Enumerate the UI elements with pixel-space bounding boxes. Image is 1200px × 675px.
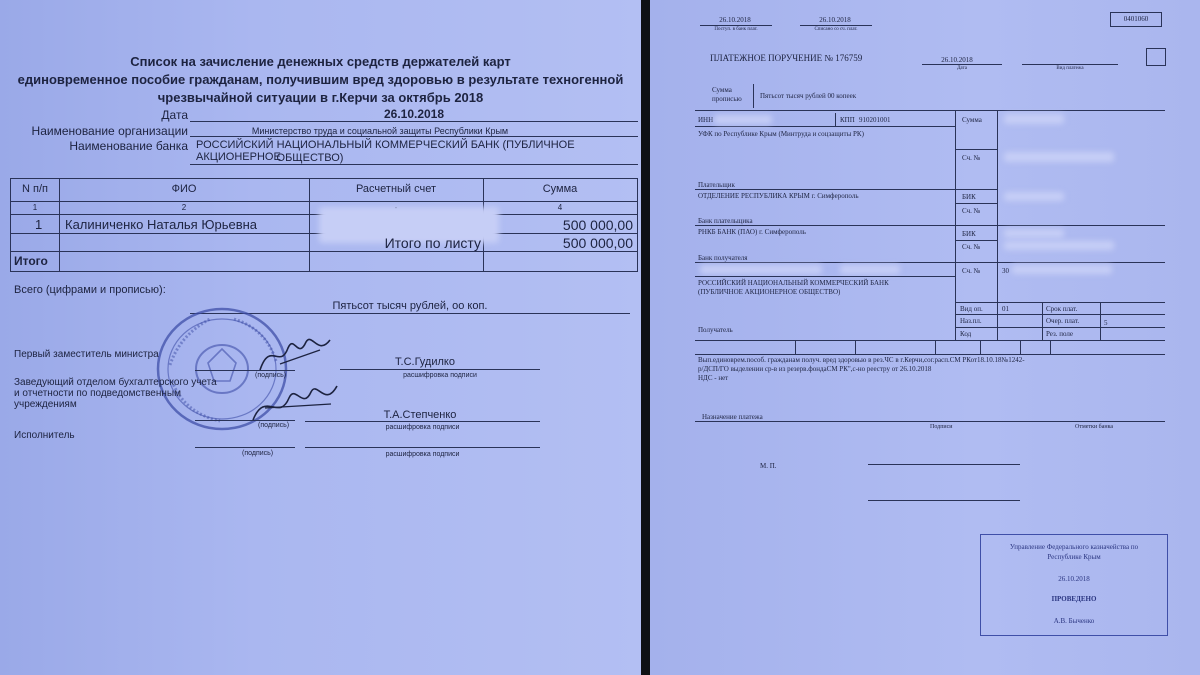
sign2-role-line3: учреждениям: [14, 399, 77, 410]
op-type-label: Вид оп.: [960, 305, 983, 313]
sum-redaction: [1004, 114, 1064, 124]
col-number-1: 1: [32, 203, 38, 212]
payer-bank-caption: Банк плательщика: [698, 217, 753, 225]
purpose-text: [698, 356, 1168, 383]
payer-bank-bik-label: БИК: [962, 193, 976, 201]
stamp-line1: Управление Федерального казначейства по: [1009, 543, 1139, 551]
payer-caption: Плательщик: [698, 181, 735, 189]
sign2-role-line1: Заведующий отделом бухгалтерского учета: [14, 377, 217, 388]
purpose-line3: НДС - нет: [698, 374, 729, 382]
bank-value-line1: РОССИЙСКИЙ НАЦИОНАЛЬНЫЙ КОММЕРЧЕСКИЙ БАНК (ПУБЛИЧНОЕ АКЦИОНЕРНОЕ: [196, 139, 575, 163]
treasury-stamp: [980, 534, 1168, 636]
amount-words-label: [712, 86, 742, 104]
sheet-total-label: Итого по листу: [384, 235, 481, 251]
date-label: Дата: [161, 108, 188, 122]
code-label: Код: [960, 330, 972, 338]
payee-acc-value: 30: [1002, 267, 1009, 275]
amount-words-value: Пятьсот тысяч рублей 00 копеек: [760, 92, 857, 100]
payee-inn-redaction: [700, 265, 822, 274]
doc-title: ПЛАТЕЖНОЕ ПОРУЧЕНИЕ № 176759: [710, 53, 863, 63]
doc-date: 26.10.2018: [941, 56, 973, 64]
sign2-name-caption: расшифровка подписи: [385, 424, 460, 431]
date-received: 26.10.2018: [719, 16, 751, 24]
payment-table: [10, 178, 638, 272]
date-debited: 26.10.2018: [819, 16, 851, 24]
sign1-role: Первый заместитель министра: [14, 349, 159, 360]
inn-redaction: [714, 115, 772, 124]
payer-acc-label: Сч. №: [962, 154, 981, 162]
pay-term-label: Срок плат.: [1046, 305, 1078, 313]
col-header-number: N п/п: [22, 183, 48, 195]
amount-words-label-2: прописью: [712, 95, 742, 103]
payee-bik-redaction: [1004, 229, 1064, 238]
payee-bank-acc-redaction: [1004, 241, 1114, 250]
words-value: Пятьсот тысяч рублей, оо коп.: [332, 300, 488, 312]
sign3-name-caption: расшифровка подписи: [385, 451, 460, 458]
form-code: 0401060: [1110, 12, 1162, 27]
col-number-4: 4: [557, 203, 563, 212]
doc-title-line2: единовременное пособие гражданам, получившим вред здоровью в результате техногенной: [17, 72, 624, 87]
payer-bik-redaction: [1004, 192, 1064, 201]
sign1-caption: (подпись): [255, 372, 287, 379]
op-type-value: 01: [1002, 305, 1009, 313]
payer-name: УФК по Республике Крым (Минтруда и соцзащиты РК): [698, 130, 864, 138]
table-row-number: 1: [35, 217, 43, 232]
order-value: 5: [1104, 319, 1108, 327]
sheet-total-value: 500 000,00: [562, 235, 633, 251]
payee-name-line2: (ПУБЛИЧНОЕ АКЦИОНЕРНОЕ ОБЩЕСТВО): [698, 288, 841, 296]
sum-label: Сумма: [962, 116, 982, 124]
sign1-name-caption: расшифровка подписи: [403, 372, 477, 379]
col-header-name: ФИО: [171, 183, 197, 195]
doc-title-line3: чрезвычайной ситуации в г.Керчи за октябрь 2018: [157, 90, 484, 105]
payer-bank-name: ОТДЕЛЕНИЕ РЕСПУБЛИКА КРЫМ г. Симферополь: [698, 192, 859, 200]
table-row-name: Калиниченко Наталья Юрьевна: [65, 217, 258, 232]
stamp-date: 26.10.2018: [1058, 575, 1090, 583]
table-row-amount: 500 000,00: [562, 217, 633, 233]
stamp-line2: Республике Крым: [1047, 553, 1101, 561]
col-header-account: Расчетный счет: [355, 183, 437, 195]
sign2-name: Т.А.Степченко: [383, 409, 457, 421]
sign2-role-line2: и отчетности по подведомственным: [14, 388, 181, 399]
payee-name: [698, 279, 889, 297]
payee-bank-bik-label: БИК: [962, 230, 976, 238]
kpp-value: 910201001: [859, 116, 891, 124]
payee-bank-acc-label: Сч. №: [962, 243, 981, 251]
payee-caption: Получатель: [698, 326, 733, 334]
stamp-name: А.В. Быченко: [1053, 617, 1095, 625]
sign3-role: Исполнитель: [14, 430, 75, 441]
inn-label: ИНН: [698, 116, 714, 124]
purpose-line2: р/ДСП/ГО выделении ср-в из резерв.фондаСМ РК",с-но реестру от 26.10.2018: [698, 365, 932, 373]
order-label: Очер. плат.: [1046, 317, 1080, 325]
payment-order-document: [650, 0, 1200, 675]
words-label: Всего (цифрами и прописью):: [14, 284, 166, 296]
payee-name-line1: РОССИЙСКИЙ НАЦИОНАЛЬНЫЙ КОММЕРЧЕСКИЙ БАНК: [698, 279, 889, 287]
signatures-caption: Подписи: [930, 424, 953, 430]
sign1-name: Т.С.Гудилко: [395, 356, 455, 368]
payee-acc-redaction: [1012, 265, 1112, 274]
bank-marks-caption: Отметки банка: [1075, 424, 1114, 430]
doc-title-line1: Список на зачисление денежных средств держателей карт: [130, 54, 511, 69]
purpose-code-label: Наз.пл.: [960, 317, 982, 325]
stamp-status: ПРОВЕДЕНО: [1051, 595, 1097, 603]
bank-value-line2: ОБЩЕСТВО): [276, 152, 344, 164]
org-value: Министерство труда и социальной защиты Республики Крым: [251, 126, 509, 136]
date-debited-caption: Списано со сч. плат.: [814, 27, 858, 32]
sign2-role: [14, 377, 217, 410]
bank-label: Наименование банка: [69, 139, 188, 153]
payee-acc-label: Сч. №: [962, 267, 981, 275]
checkbox-square: [1146, 48, 1166, 66]
mp-label: М. П.: [760, 462, 777, 470]
payer-acc-redaction: [1004, 152, 1114, 162]
payee-bank-name: РНКБ БАНК (ПАО) г. Симферополь: [698, 228, 806, 236]
col-number-2: 2: [181, 203, 187, 212]
doc-date-caption: Дата: [957, 66, 967, 71]
payee-kpp-redaction: [840, 265, 900, 274]
grand-total-label: Итого: [14, 254, 48, 268]
purpose-caption: Назначение платежа: [702, 413, 763, 421]
payee-bank-caption: Банк получателя: [698, 254, 748, 262]
org-label: Наименование организации: [31, 124, 188, 138]
col-header-amount: Сумма: [542, 183, 578, 195]
sign2-caption: (подпись): [258, 422, 290, 429]
date-received-caption: Поступ. в банк плат.: [714, 27, 758, 32]
amount-words-label-1: Сумма: [712, 86, 732, 94]
payer-bank-acc-label: Сч. №: [962, 207, 981, 215]
pay-type-caption: Вид платежа: [1056, 66, 1084, 71]
purpose-line1: Вып.единоврем.пособ. гражданам получ. вред здоровью в рез.ЧС в г.Керчи,сог.расп.СМ РКот18.10.18№1242-: [698, 356, 1025, 364]
kpp-label: КПП: [840, 116, 855, 124]
reserve-label: Рез. поле: [1046, 330, 1074, 338]
sign3-caption: (подпись): [242, 450, 274, 457]
date-value: 26.10.2018: [383, 107, 445, 121]
